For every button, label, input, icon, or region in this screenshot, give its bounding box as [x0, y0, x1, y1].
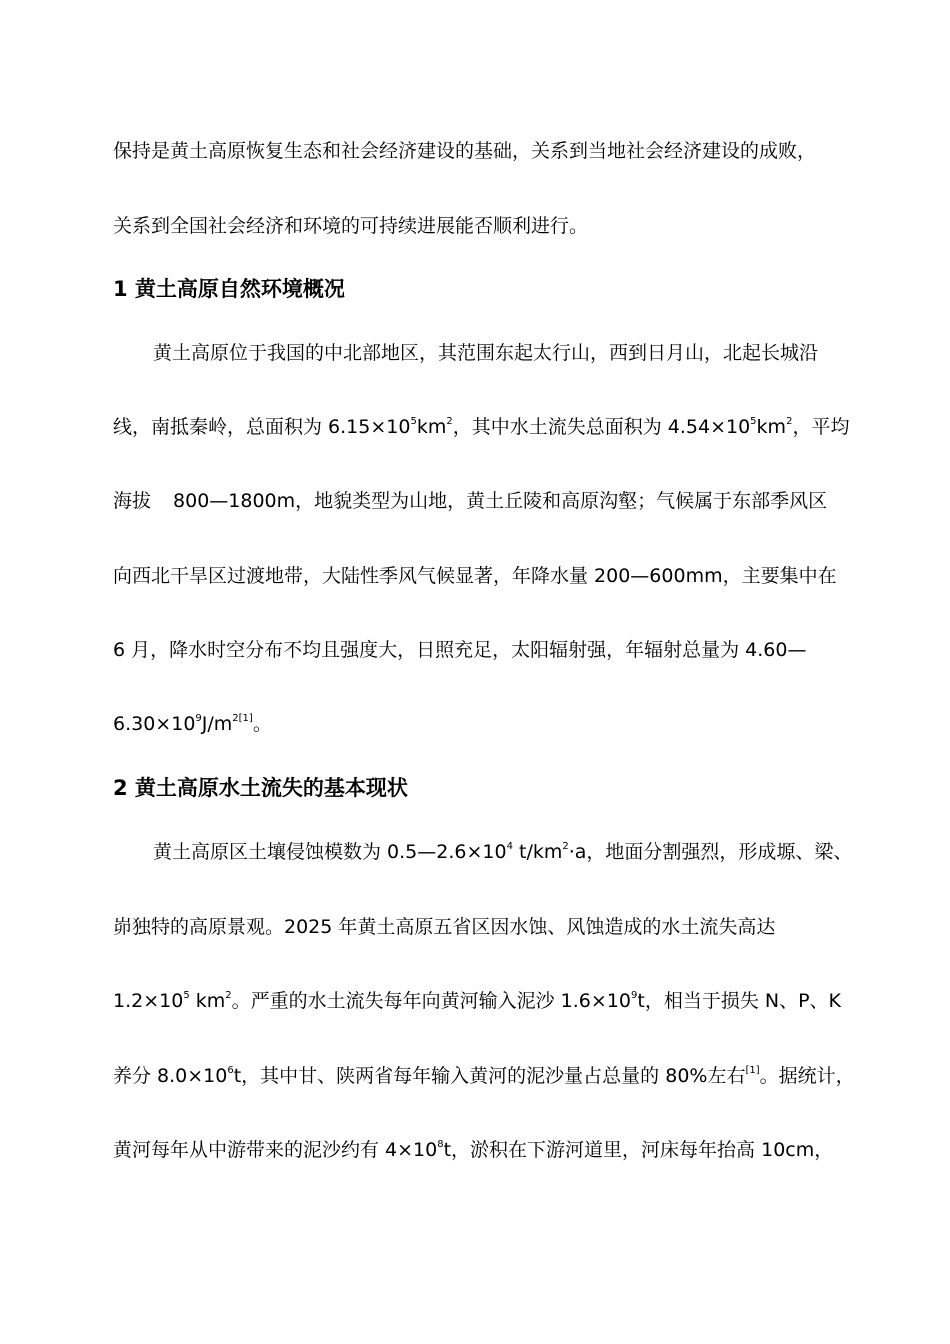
text-run: km — [189, 990, 226, 1012]
section-1-paragraph-line-5: 6 月，降水时空分布不均且强度大，日照充足，太阳辐射强，年辐射总量为 4.60— — [113, 639, 807, 661]
section-2-paragraph-line-3 — [113, 988, 841, 1014]
text-run: km — [756, 416, 787, 438]
citation-superscript: [1] — [745, 1065, 760, 1076]
text-run: 800—1800m，地貌类型为山地，黄土丘陵和高原沟壑；气候属于东部季风区 — [173, 490, 828, 512]
superscript: 4 — [506, 841, 513, 852]
superscript: 9 — [631, 990, 638, 1001]
superscript: 5 — [183, 990, 190, 1001]
section-2-paragraph-line-5 — [113, 1137, 833, 1163]
text-run: 1.2×10 — [113, 990, 184, 1012]
superscript: 2 — [225, 990, 232, 1001]
text-run: km — [416, 416, 447, 438]
section-1-paragraph-line-6 — [113, 711, 272, 737]
superscript: 2 — [786, 416, 793, 427]
text-run: 黄土高原区土壤侵蚀模数为 0.5—2.6×10 — [153, 841, 507, 863]
section-1-paragraph-line-3 — [113, 488, 827, 514]
section-1-heading: 1 黄土高原自然环境概况 — [113, 277, 345, 301]
text-run: 。 — [252, 713, 272, 735]
text-run: 线，南抵秦岭，总面积为 6.15×10 — [113, 416, 411, 438]
text-run: 黄河每年从中游带来的泥沙约有 4×10 — [113, 1139, 438, 1161]
section-2-heading: 2 黄土高原水土流失的基本现状 — [113, 776, 408, 800]
text-run: t/km — [512, 841, 563, 863]
text-run: ，其中水土流失总面积为 4.54×10 — [452, 416, 751, 438]
superscript: 8 — [437, 1139, 444, 1150]
superscript: 9 — [195, 713, 202, 724]
intro-line-2: 关系到全国社会经济和环境的可持续进展能否顺利进行。 — [113, 215, 589, 237]
section-2-paragraph-line-4 — [113, 1063, 855, 1089]
text-run: t，相当于损失 N、P、K — [637, 990, 841, 1012]
superscript: 6 — [227, 1065, 234, 1076]
section-2-paragraph-line-1 — [153, 839, 852, 865]
intro-line-1: 保持是黄土高原恢复生态和社会经济建设的基础，关系到当地社会经济建设的成败， — [113, 140, 817, 162]
text-run: ，平均 — [792, 416, 850, 438]
superscript: 5 — [750, 416, 757, 427]
text-run: J/m — [201, 713, 233, 735]
text-run: 海拔 — [113, 490, 152, 512]
section-1-paragraph-line-2 — [113, 414, 849, 440]
section-1-paragraph-line-4: 向西北干旱区过渡地带，大陆性季风气候显著，年降水量 200—600mm，主要集中在 — [113, 565, 837, 587]
text-run: 养分 8.0×10 — [113, 1065, 228, 1087]
text-run: 6.30×10 — [113, 713, 196, 735]
superscript: 2 — [562, 841, 569, 852]
superscript: 2 — [446, 416, 453, 427]
text-run: 。据统计， — [759, 1065, 855, 1087]
text-run: t，其中甘、陕两省每年输入黄河的泥沙量占总量的 80%左右 — [233, 1065, 746, 1087]
text-run: 。严重的水土流失每年向黄河输入泥沙 1.6×10 — [231, 990, 631, 1012]
text-run: t，淤积在下游河道里，河床每年抬高 10cm， — [443, 1139, 834, 1161]
superscript: 5 — [410, 416, 417, 427]
section-2-paragraph-line-2: 峁独特的高原景观。2025 年黄土高原五省区因水蚀、风蚀造成的水土流失高达 — [113, 916, 776, 938]
section-1-paragraph-line-1: 黄土高原位于我国的中北部地区，其范围东起太行山，西到日月山，北起长城沿 — [153, 342, 819, 364]
citation-superscript: 2[1] — [232, 713, 253, 724]
text-run: ·a，地面分割强烈，形成塬、梁、 — [568, 841, 853, 863]
